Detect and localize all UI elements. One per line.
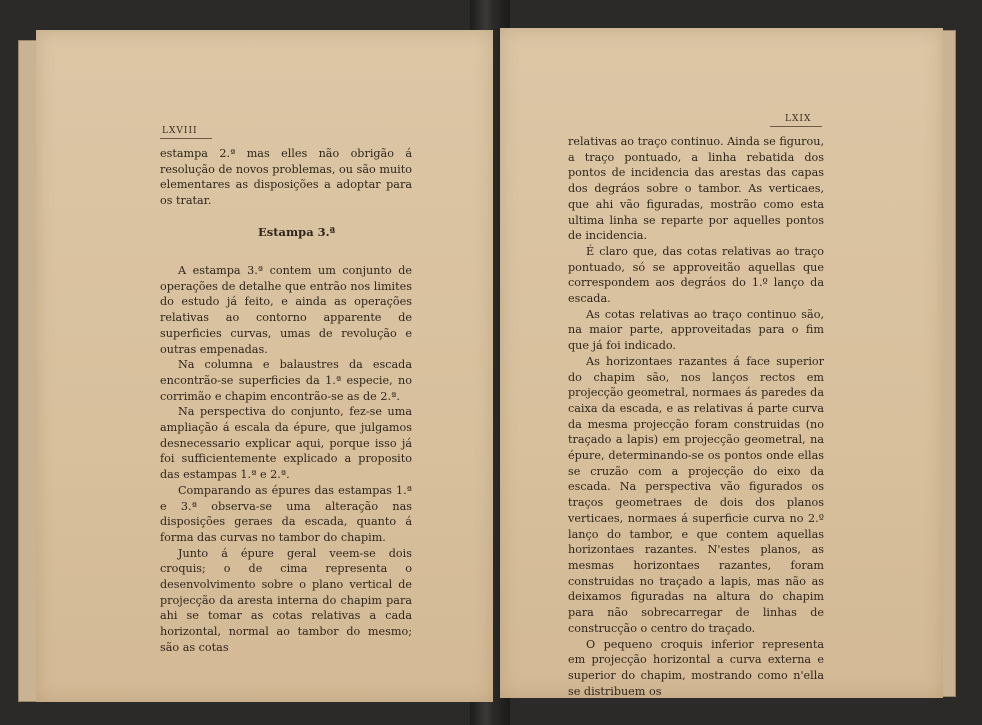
right-paragraph-4: O pequeno croquis inferior representa em projecção horizontal a curva externa e superior do chapim, mostrando como n'ella se distribuem os bbox=[568, 637, 824, 698]
left-paragraph-4: Comparando as épures das estampas 1.ª e 3.ª observa-se uma alteração nas disposições geraes da escada, quanto á forma das curvas no tambor do chapim. bbox=[160, 483, 412, 544]
right-paragraph-2: As cotas relativas ao traço continuo são, na maior parte, approveitadas para o fim que já foi indicado. bbox=[568, 307, 824, 353]
right-page bbox=[500, 28, 943, 698]
right-page-number: LXIX bbox=[785, 114, 812, 124]
right-paragraph-1: É claro que, das cotas relativas ao traço pontuado, só se approveitão aquellas que correspondem aos degráos do 1.º lanço da escada. bbox=[568, 244, 824, 306]
right-paragraph-0: relativas ao traço continuo. Ainda se figurou, a traço pontuado, a linha rebatida dos pontos de incidencia das arestas das capas dos degráos sobre o tambor. As verticaes, que ahi vão figuradas, mostrão como esta ultima linha se reparte por aquelles pontos de incidencia. bbox=[568, 135, 824, 243]
left-paragraph-2: Na columna e balaustres da escada encontrão-se superficies da 1.ª especie, no corrimão e chapim encontrão-se as de 2.ª. bbox=[160, 358, 412, 403]
left-paragraph-3: Na perspectiva do conjunto, fez-se uma ampliação á escala da épure, que julgamos desnecessario explicar aqui, porque isso já foi sufficientemente explicado a proposito das estampas 1.ª e 2.ª. bbox=[160, 405, 412, 482]
left-text-top bbox=[160, 146, 412, 209]
left-page bbox=[36, 30, 493, 702]
right-paragraph-3: As horizontaes razantes á face superior do chapim são, nos lanços rectos em projecção geometral, normaes ás paredes da caixa da escada, e as relativas á parte curva da mesma projecção foram construidas (no traçado a lapis) em projecção geometral, na épure, determinando-se os pontos onde ellas se cruzão com a projecção do eixo da escada. Na perspectiva vão figurados os traços geometraes de dois dos planos verticaes, normaes á superficie curva no 2.º lanço do tambor, e que contem aquellas horizontaes razantes. N'estes planos, as mesmas horizontaes razantes, foram construidas no traçado a lapis, mas não as deixamos figuradas na altura do chapim para não sobrecarregar de linhas de construcção o centro do traçado. bbox=[568, 354, 824, 635]
right-text-body bbox=[568, 134, 824, 699]
left-paragraph-0: estampa 2.ª mas elles não obrigão á resolução de novos problemas, ou são muito elementares as disposições a adoptar para os tratar. bbox=[160, 147, 412, 208]
left-text-body bbox=[160, 263, 412, 656]
left-paragraph-1: A estampa 3.ª contem um conjunto de operações de detalhe que entrão nos limites do estudo já feito, e ainda as operações relativas ao contorno apparente de superficies curvas, umas de revolução e outras empenadas. bbox=[160, 264, 412, 356]
section-heading: Estampa 3.ª bbox=[258, 225, 336, 239]
left-paragraph-5: Junto á épure geral veem-se dois croquis; o de cima representa o desenvolvimento sobre o plano vertical de projecção da aresta interna do chapim para ahi se tomar as cotas relativas a cada horizontal, normal ao tambor do mesmo; são as cotas bbox=[160, 546, 412, 654]
right-header-rule bbox=[770, 126, 822, 127]
left-page-number: LXVIII bbox=[162, 126, 198, 136]
left-header-rule bbox=[160, 138, 212, 139]
